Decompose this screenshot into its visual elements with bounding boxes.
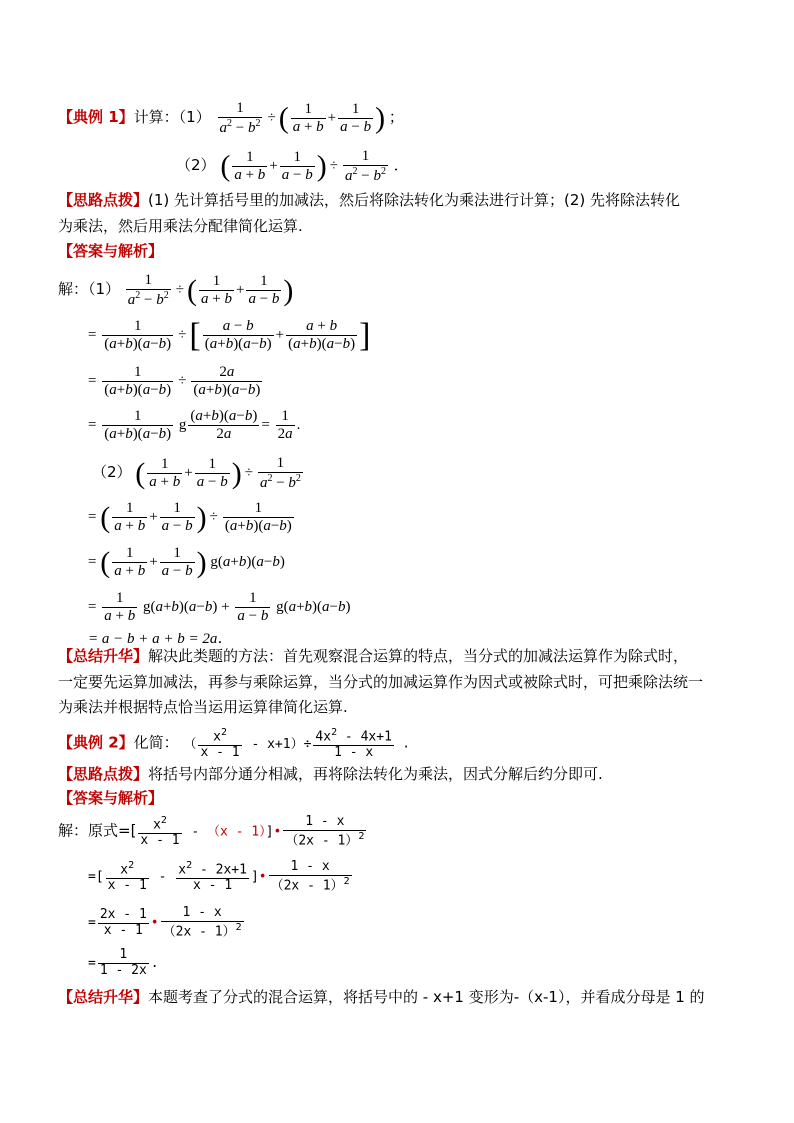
solution-1-part-2-line-1: （2） ( $\frac{1}{a + b}$ + $\frac{1}{a - b}$ ) ÷ $\frac{1}{a^2 - b^2}$ [92, 455, 301, 492]
example-2-expr: （ $\frac{x^2}{x - 1}$ - x+1）÷ $\frac{4x^2 - 4x+1}{1 - x}$ [183, 727, 392, 761]
example-1-part-2-label: （2） [176, 156, 216, 175]
example-1-tag: 【典例 1】 [58, 108, 134, 127]
period: . [150, 955, 159, 971]
solution-1-part-2-label: （2） [92, 463, 132, 482]
summary-2-tag: 【总结升华】 [58, 988, 149, 1006]
example-1-lead: 计算：（1） [133, 108, 211, 127]
solution-1-line-2: = $\frac{1}{(a+b)(a-b)}$ ÷[ $\frac{a - b}{(a+b)(a-b)}$ + $\frac{a + b}{(a+b)(a-b)}$ ] [88, 316, 371, 354]
hint-2-text: 将括号内部分通分相减，再将除法转化为乘法，因式分解后约分即可. [148, 765, 603, 783]
summary-1-text-2: 一定要先运算加减法，再参与乘除运算，当分式的加减运算作为因式或被除式时，可把乘除法统一 [58, 673, 704, 691]
solution-1-final: = a − b + a + b = 2a． [88, 631, 233, 647]
answer-tag-1: 【答案与解析】 [58, 242, 164, 260]
solution-2-line-3: = $\frac{2x - 1}{x - 1}$ • $\frac{1 - x}{(2x - 1)^2}$ [88, 905, 242, 940]
hint-2-line [58, 767, 603, 782]
summary-1-tag: 【总结升华】 [58, 647, 149, 665]
summary-2-line [58, 990, 705, 1005]
solution-1-line-3: = $\frac{1}{(a+b)(a-b)}$ ÷ $\frac{2a}{(a+b)(a-b)}$ [88, 364, 261, 399]
solution-1-line-4: = $\frac{1}{(a+b)(a-b)}$ g $\frac{(a+b)(a-b)}{2a}$ = $\frac{1}{2a}$ . [88, 408, 301, 443]
summary-1-line-3 [58, 700, 348, 715]
solution-2-line-4: = $\frac{1}{1 - 2x}$ . [88, 947, 159, 978]
example-2-lead: 化简： [133, 733, 179, 752]
example-2-tag: 【典例 2】 [58, 733, 134, 752]
summary-1-text-3: 为乘法并根据特点恰当运用运算律简化运算. [58, 698, 348, 716]
example-2-line [58, 727, 409, 761]
hint-1-text-2: 为乘法，然后用乘法分配律简化运算. [58, 217, 303, 235]
solution-1-line-1: 解：（1） $\frac{1}{a^2 - b^2}$ ÷ ( $\frac{1}{a + b}$ + $\frac{1}{a - b}$ ) [58, 272, 294, 309]
period: . [403, 733, 409, 752]
example-1-expr-1: $\frac{1}{a^2 - b^2}$ ÷ ( $\frac{1}{a + b}$ + $\frac{1}{a - b}$ ) [219, 100, 386, 137]
summary-1-line-2 [58, 675, 703, 690]
example-1-line-2 [176, 148, 409, 186]
hint-1-tag: 【思路点拨】 [58, 191, 149, 209]
hint-1-line-1 [58, 193, 680, 208]
solution-2-line-1: 解：原式=[ $\frac{x^2}{x - 1}$ - （x - 1）]• $\frac{1 - x}{(2x - 1)^2}$ [58, 814, 365, 849]
hint-1-line-2 [58, 219, 303, 234]
solution-1-intro: 解：（1） [58, 280, 121, 299]
hint-2-tag: 【思路点拨】 [58, 765, 149, 783]
summary-1-line-1 [58, 649, 688, 664]
summary-2-text: 本题考查了分式的混合运算，将括号中的 - x+1 变形为-（x-1），并看成分母是 1 的 [148, 988, 705, 1006]
example-1-line-1 [58, 100, 404, 138]
answer-tag-2: 【答案与解析】 [58, 789, 164, 807]
solution-1-part-2-line-4: = $\frac{1}{a + b}$ g(a+b)(a−b) + $\frac{1}{a - b}$ g(a+b)(a−b) [88, 590, 351, 625]
solution-1-part-2-line-2: = ( $\frac{1}{a + b}$ + $\frac{1}{a - b}$ ) ÷ $\frac{1}{(a+b)(a-b)}$ [88, 500, 292, 535]
hint-1-text-1: (1) 先计算括号里的加减法，然后将除法转化为乘法进行计算；(2) 先将除法转化 [148, 191, 681, 209]
summary-1-text-1: 解决此类题的方法：首先观察混合运算的特点，当分式的加减法运算作为除式时， [148, 647, 689, 665]
solution-2-intro: 解：原式=[ [58, 821, 137, 840]
solution-2-line-2: =[ $\frac{x^2}{x - 1}$ - $\frac{x^2 - 2x+1}{x - 1}$ ]• $\frac{1 - x}{(2x - 1)^2}$ [88, 859, 350, 894]
semicolon: ； [388, 108, 404, 127]
example-1-expr-2: ( $\frac{1}{a + b}$ + $\frac{1}{a - b}$ ) ÷ $\frac{1}{a^2 - b^2}$ [220, 148, 386, 185]
solution-1-part-2-line-3: = ( $\frac{1}{a + b}$ + $\frac{1}{a - b}$ ) g(a+b)(a−b) [88, 545, 285, 580]
period: ． [393, 156, 409, 175]
